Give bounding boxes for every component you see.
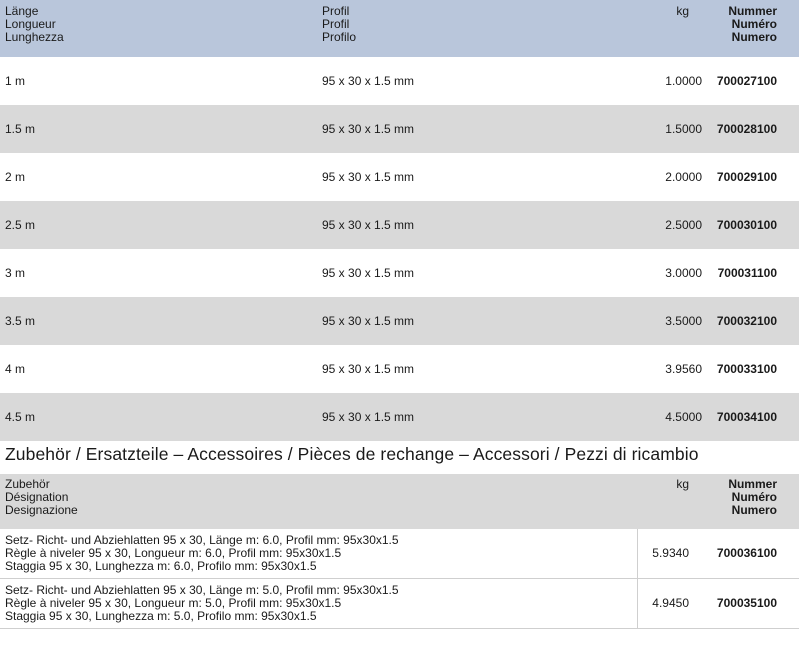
row-profile: 95 x 30 x 1.5 mm xyxy=(322,74,415,88)
table-row xyxy=(0,153,799,201)
row-kg: 3.5000 xyxy=(665,314,702,328)
row-length: 2.5 m xyxy=(5,218,36,232)
row-kg: 2.5000 xyxy=(665,218,702,232)
row-description: Setz- Richt- und Abziehlatten 95 x 30, Länge m: 6.0, Profil mm: 95x30x1.5 Règle à niveler 95 x 30, Longueur m: 6.0, Profil mm: 95x30x1.5 Staggia 95 x 30, Lunghezza m: 6.0, Profilo mm: 95x30x1.5 xyxy=(5,533,399,573)
row-number: 700035100 xyxy=(716,596,777,610)
row-number: 700028100 xyxy=(716,122,777,136)
row-length: 3.5 m xyxy=(5,314,36,328)
row-length: 1.5 m xyxy=(5,122,36,136)
row-length: 4.5 m xyxy=(5,410,36,424)
row-profile: 95 x 30 x 1.5 mm xyxy=(322,314,415,328)
accessories-table-header xyxy=(0,474,799,529)
table-row xyxy=(0,249,799,297)
table-row xyxy=(0,201,799,249)
header-number: Nummer Numéro Numero xyxy=(728,477,777,517)
row-profile: 95 x 30 x 1.5 mm xyxy=(322,410,415,424)
section-title: Zubehör / Ersatzteile – Accessoires / Pièces de rechange – Accessori / Pezzi di ricambio xyxy=(5,444,699,464)
accessories-table xyxy=(0,474,799,629)
row-number: 700033100 xyxy=(716,362,777,376)
row-number: 700034100 xyxy=(716,410,777,424)
row-kg: 4.9450 xyxy=(652,596,689,610)
row-kg: 5.9340 xyxy=(652,546,689,560)
row-profile: 95 x 30 x 1.5 mm xyxy=(322,218,415,232)
row-number: 700032100 xyxy=(716,314,777,328)
row-number: 700027100 xyxy=(716,74,777,88)
row-profile: 95 x 30 x 1.5 mm xyxy=(322,170,415,184)
header-profile: Profil Profil Profilo xyxy=(322,4,357,44)
header-kg: kg xyxy=(676,477,689,491)
row-number: 700036100 xyxy=(716,546,777,560)
row-number: 700030100 xyxy=(716,218,777,232)
header-kg: kg xyxy=(676,4,689,18)
row-number: 700031100 xyxy=(717,266,777,280)
table-row xyxy=(0,529,799,579)
row-profile: 95 x 30 x 1.5 mm xyxy=(322,266,415,280)
column-divider xyxy=(637,529,638,578)
column-divider xyxy=(637,579,638,628)
row-kg: 1.5000 xyxy=(665,122,702,136)
row-profile: 95 x 30 x 1.5 mm xyxy=(322,362,415,376)
table-row xyxy=(0,297,799,345)
row-length: 3 m xyxy=(5,266,26,280)
row-kg: 3.0000 xyxy=(665,266,702,280)
table-row xyxy=(0,345,799,393)
table-row xyxy=(0,393,799,441)
header-number: Nummer Numéro Numero xyxy=(728,4,777,44)
row-kg: 1.0000 xyxy=(665,74,702,88)
header-length: Länge Longueur Lunghezza xyxy=(5,4,64,44)
header-designation: Zubehör Désignation Designazione xyxy=(5,477,78,517)
product-table-header xyxy=(0,0,799,57)
table-row xyxy=(0,57,799,105)
row-length: 2 m xyxy=(5,170,26,184)
row-profile: 95 x 30 x 1.5 mm xyxy=(322,122,415,136)
row-length: 1 m xyxy=(5,74,26,88)
table-row xyxy=(0,579,799,629)
row-number: 700029100 xyxy=(716,170,777,184)
row-description: Setz- Richt- und Abziehlatten 95 x 30, Länge m: 5.0, Profil mm: 95x30x1.5 Règle à niveler 95 x 30, Longueur m: 5.0, Profil mm: 95x30x1.5 Staggia 95 x 30, Lunghezza m: 5.0, Profilo mm: 95x30x1.5 xyxy=(5,583,399,623)
row-length: 4 m xyxy=(5,362,26,376)
table-row xyxy=(0,105,799,153)
row-kg: 3.9560 xyxy=(665,362,702,376)
row-kg: 4.5000 xyxy=(665,410,702,424)
row-kg: 2.0000 xyxy=(665,170,702,184)
